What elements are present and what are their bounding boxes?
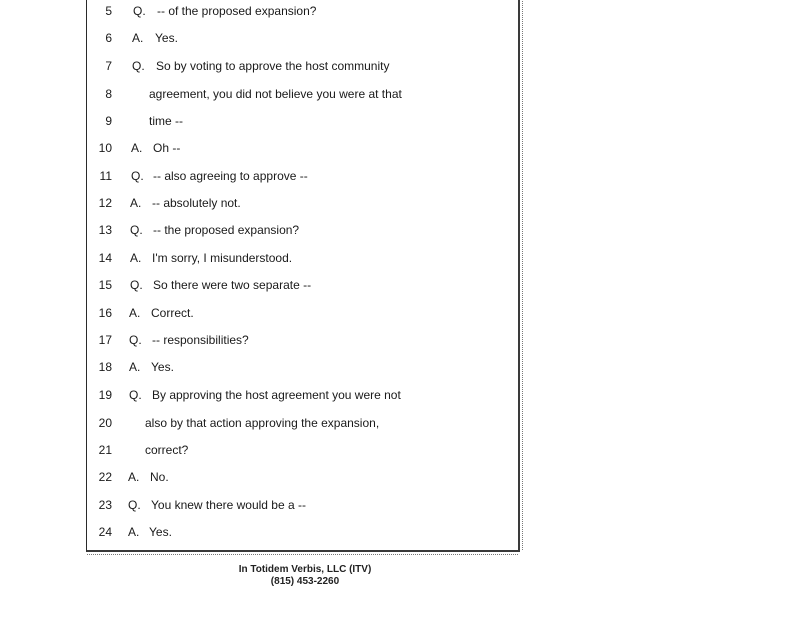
line-text: Yes.	[149, 525, 172, 539]
transcript-line	[87, 522, 517, 542]
footer-phone: (815) 453-2260	[270, 576, 340, 587]
line-number: 16	[98, 306, 112, 320]
line-text: By approving the host agreement you were not	[152, 388, 401, 402]
transcript-line	[87, 56, 517, 76]
line-text: Correct.	[151, 306, 194, 320]
line-number: 17	[98, 333, 112, 347]
line-number: 9	[105, 114, 112, 128]
transcript-line	[87, 138, 517, 158]
speaker-label: A.	[132, 31, 144, 45]
transcript-line	[87, 495, 517, 515]
line-text: -- the proposed expansion?	[153, 223, 300, 237]
transcript-line	[87, 440, 517, 460]
speaker-label: A.	[130, 251, 142, 265]
line-number: 18	[98, 360, 112, 374]
line-text: also by that action approving the expansion,	[145, 416, 380, 430]
speaker-label: A.	[130, 196, 142, 210]
line-number: 23	[98, 498, 112, 512]
transcript-line	[87, 84, 517, 104]
speaker-label: A.	[131, 141, 143, 155]
transcript-line	[87, 303, 517, 323]
line-number: 10	[98, 141, 112, 155]
speaker-label: Q.	[128, 498, 141, 512]
line-number: 5	[105, 4, 112, 18]
line-number: 6	[105, 31, 112, 45]
line-text: Yes.	[151, 360, 174, 374]
transcript-line	[87, 1, 517, 21]
line-number: 13	[98, 223, 112, 237]
transcript-line	[87, 220, 517, 240]
line-text: You knew there would be a --	[151, 498, 306, 512]
transcript-line	[87, 413, 517, 433]
line-text: time --	[149, 114, 183, 128]
speaker-label: A.	[129, 306, 141, 320]
line-text: -- absolutely not.	[152, 196, 241, 210]
line-text: Oh --	[153, 141, 181, 155]
transcript-line	[87, 357, 517, 377]
line-text: No.	[150, 470, 169, 484]
line-number: 14	[98, 251, 112, 265]
line-number: 8	[105, 87, 112, 101]
line-number: 22	[98, 470, 112, 484]
transcript-line	[87, 275, 517, 295]
line-text: I'm sorry, I misunderstood.	[152, 251, 293, 265]
speaker-label: Q.	[130, 223, 143, 237]
speaker-label: A.	[128, 525, 140, 539]
speaker-label: A.	[128, 470, 140, 484]
footer-company: In Totidem Verbis, LLC (ITV)	[238, 564, 372, 575]
speaker-label: Q.	[132, 59, 145, 73]
line-text: -- of the proposed expansion?	[157, 4, 317, 18]
speaker-label: Q.	[131, 169, 144, 183]
line-number: 7	[105, 59, 112, 73]
line-number: 11	[99, 169, 112, 183]
transcript-line	[87, 111, 517, 131]
line-text: So there were two separate --	[153, 278, 312, 292]
line-number: 24	[98, 525, 112, 539]
line-text: correct?	[145, 443, 189, 457]
line-number: 15	[98, 278, 112, 292]
line-text: So by voting to approve the host community	[156, 59, 390, 73]
line-number: 21	[98, 443, 112, 457]
line-text: Yes.	[155, 31, 178, 45]
speaker-label: A.	[129, 360, 141, 374]
transcript-line	[87, 385, 517, 405]
line-number: 20	[98, 416, 112, 430]
line-text: -- responsibilities?	[152, 333, 249, 347]
transcript-page	[86, 0, 520, 552]
speaker-label: Q.	[133, 4, 146, 18]
line-text: agreement, you did not believe you were at that	[149, 87, 402, 101]
transcript-line	[87, 467, 517, 487]
line-text: -- also agreeing to approve --	[153, 169, 308, 183]
transcript-line	[87, 193, 517, 213]
transcript-line	[87, 248, 517, 268]
transcript-line	[87, 330, 517, 350]
line-number: 19	[98, 388, 112, 402]
transcript-line	[87, 166, 517, 186]
line-number: 12	[98, 196, 112, 210]
speaker-label: Q.	[129, 388, 142, 402]
transcript-line	[87, 28, 517, 48]
speaker-label: Q.	[129, 333, 142, 347]
speaker-label: Q.	[130, 278, 143, 292]
